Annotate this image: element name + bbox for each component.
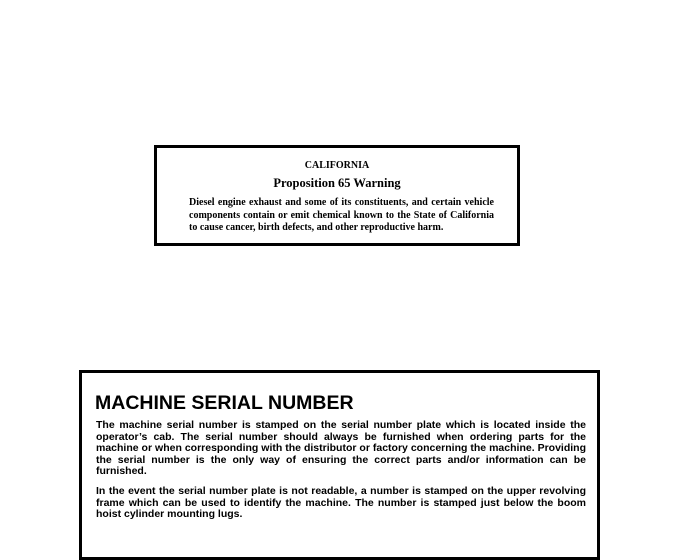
serial-section-title: MACHINE SERIAL NUMBER xyxy=(95,392,354,414)
serial-paragraph-frame-stamp: In the event the serial number plate is not readable, a number is stamped on the upper revolving frame which can be used to identify the machine. The number is stamped just below the boom hoist cylinder mounting lugs. xyxy=(96,485,586,520)
prop65-state-label: CALIFORNIA xyxy=(304,160,370,171)
prop65-body-text: Diesel engine exhaust and some of its constituents, and certain vehicle components contain or emit chemical known to the State of California to cause cancer, birth defects, and other reproductive harm. xyxy=(189,197,494,233)
machine-serial-number-section xyxy=(79,370,600,560)
serial-paragraph-plate-location: The machine serial number is stamped on the serial number plate which is located inside the operator’s cab. The serial number should always be furnished when ordering parts for the machine or when corresponding with the distributor or factory concerning the machine. Providing the serial number is the only way of ensuring the correct parts and/or information can be furnished. xyxy=(96,419,586,477)
prop65-title: Proposition 65 Warning xyxy=(273,176,401,190)
prop65-warning-box xyxy=(154,145,520,246)
